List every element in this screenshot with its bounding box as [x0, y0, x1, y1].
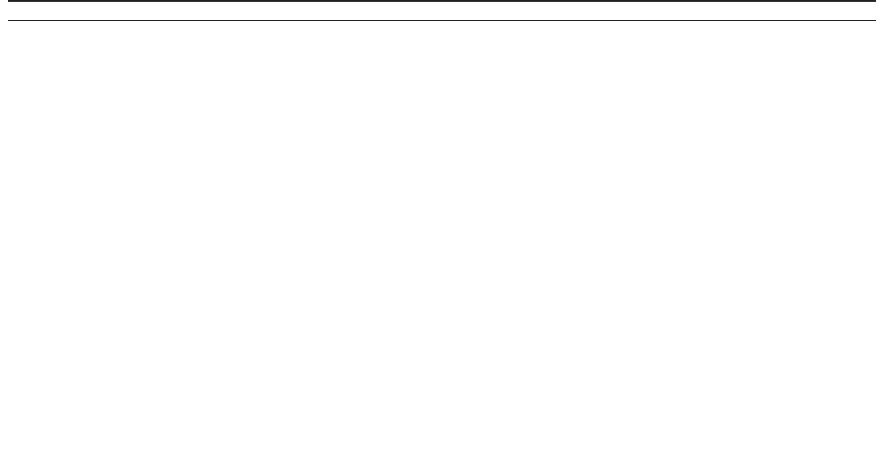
- header-references: [774, 6, 876, 21]
- header-fungal-species: [8, 6, 183, 21]
- table-bottom-rule: [8, 0, 876, 1]
- compounds-table: [8, 6, 876, 21]
- table-header: [8, 6, 876, 21]
- header-row: [8, 6, 876, 21]
- header-epigenetic-modifiers: [183, 6, 371, 21]
- table-top-rule: [8, 1, 876, 2]
- header-induced-compounds: [371, 6, 774, 21]
